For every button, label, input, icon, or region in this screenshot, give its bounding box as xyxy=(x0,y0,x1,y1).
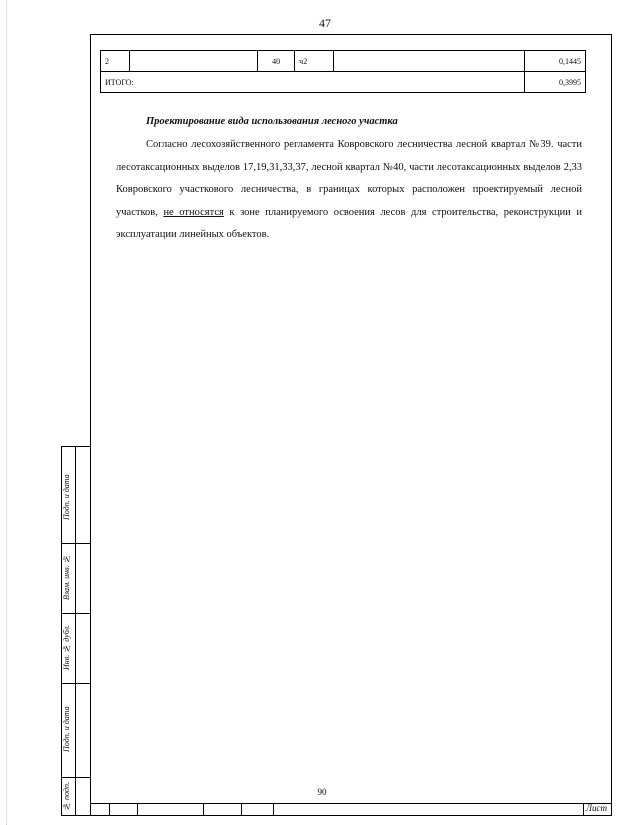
table-cell: 40 xyxy=(257,51,294,72)
table-total-label: ИТОГ⁣О: xyxy=(101,72,525,93)
paragraph-text-end: к зоне планируемого освоения лесов для строительства, реконструкции и эксплуатации линейных объектов. xyxy=(116,206,583,240)
title-block xyxy=(90,803,612,816)
table-cell: 0,1445 xyxy=(524,51,585,72)
table-cell: 2 xyxy=(101,51,130,72)
page-number-bottom: 90 xyxy=(317,787,327,797)
body-paragraph xyxy=(116,134,582,247)
page-number-top: 47 xyxy=(319,16,331,30)
left-stamp-strip xyxy=(61,446,90,816)
strip-label-sign-date-2: Подп. и дата xyxy=(62,706,71,752)
table-cell xyxy=(130,51,258,72)
paragraph-text: Согласно лесохозяйственного регламента Ковровского лесничества лесной квартал №39. части лесотаксационных выделов 17,19,31,33,37, лесной квартал №40, части лесотаксационных выделов 2,33 Ковровского участкового лесничества, в границах которых расположен проектируемый лесной участков, xyxy=(116,139,582,218)
section-heading: Проектирование вида использования лесного участка xyxy=(146,116,398,127)
table-row xyxy=(101,72,586,93)
table-total-value: 0,3995 xyxy=(524,72,585,93)
margin-dotted-line xyxy=(6,0,8,825)
table-row xyxy=(101,51,586,72)
table-cell: ч2 xyxy=(295,51,334,72)
strip-label-replace-inv: Взам. инв. № xyxy=(62,554,71,600)
table-cell xyxy=(334,51,524,72)
sheet-label: Лист xyxy=(585,803,607,813)
strip-label-sign-date: Подп. и дата xyxy=(62,474,71,520)
strip-label-orig-number: № подп. xyxy=(62,782,71,812)
strip-label-dup-inv: Инв. № дубл. xyxy=(62,624,71,670)
data-table xyxy=(100,50,586,93)
paragraph-underlined-text: не относятся xyxy=(163,206,224,218)
